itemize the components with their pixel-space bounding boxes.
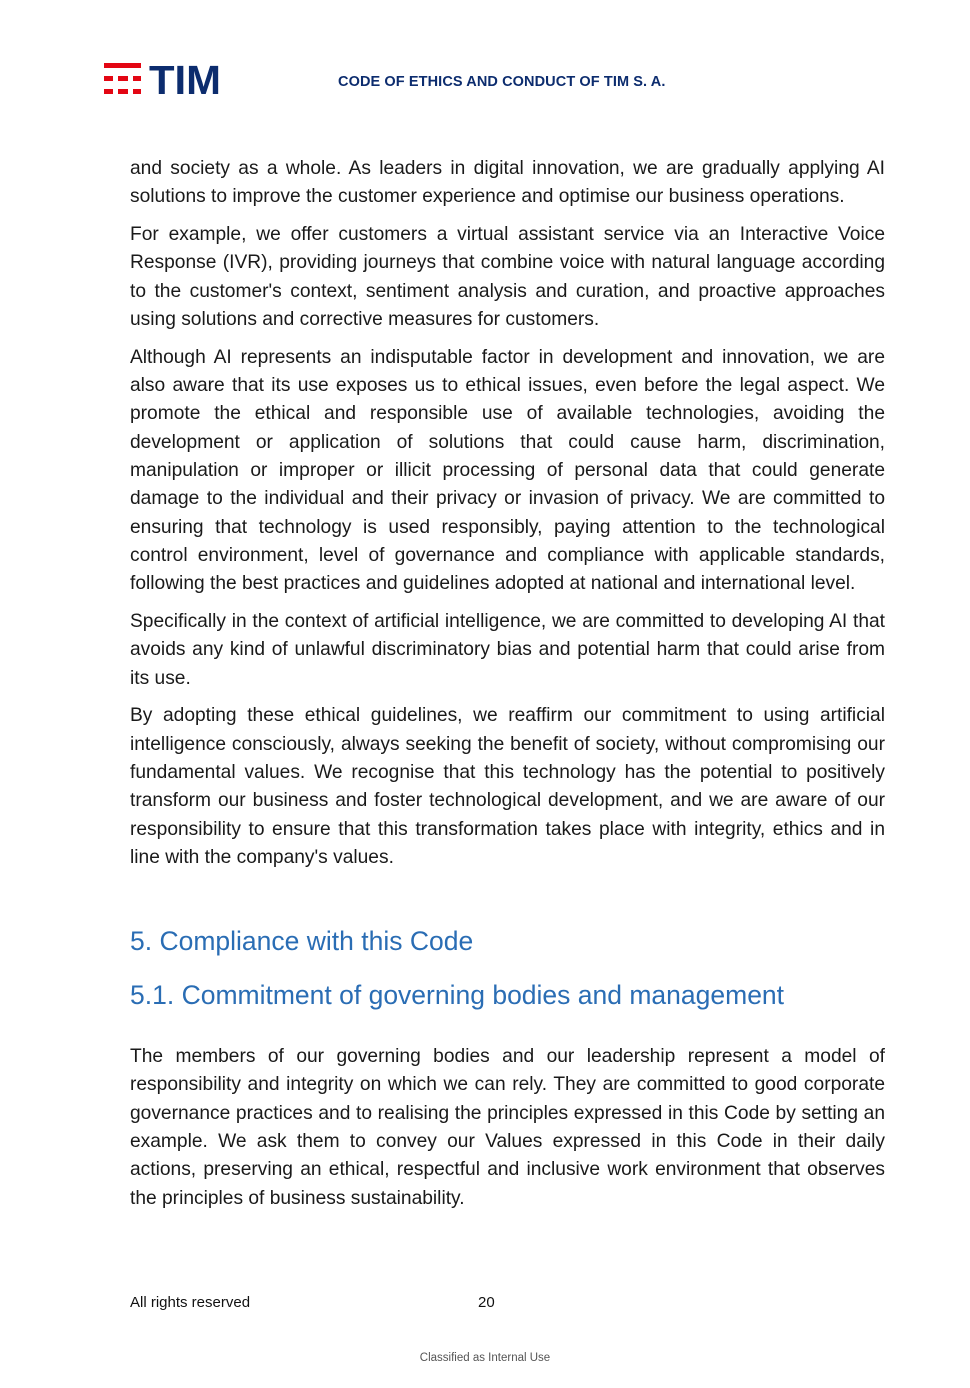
paragraph-ethical-issues: Although AI represents an indisputable factor in development and innovation, we are also aware that its use exposes us to ethical issues, even before the legal aspect. We promote the ethical and responsible use of available technologies, avoiding the development or application of solutions that could cause harm, discrimination, manipulation or improper or illicit processing of personal data that could generate damage to the individual and their privacy or invasion of privacy. We are committed to ensuring that technology is used responsibly, paying attention to the technological control environment, level of governance and compliance with applicable standards, following the best practices and guidelines adopted at national and international level. — [130, 346, 885, 595]
classification-label: Classified as Internal Use — [419, 1352, 551, 1364]
page-number: 20 — [478, 1294, 495, 1311]
document-title: CODE OF ETHICS AND CONDUCT OF TIM S. A. — [338, 74, 666, 90]
subsection-heading: 5.1. Commitment of governing bodies and management — [130, 980, 785, 1011]
paragraph-ivr-example: For example, we offer customers a virtual assistant service via an Interactive Voice Response (IVR), providing journeys that combine voice with natural language according to the customer's context, sentiment analysis and curation, and proactive approaches using solutions and corrective measures for customers. — [130, 224, 885, 330]
page-header — [0, 0, 970, 120]
tim-logo — [104, 62, 222, 96]
paragraph-ethical-guidelines: By adopting these ethical guidelines, we reaffirm our commitment to using artificial intelligence consciously, always seeking the benefit of society, without compromising our fundamental values. We recognise that this technology has the potential to positively transform our business and foster technological development, and we are aware of our responsibility to ensure that this transformation takes place with integrity, ethics and in line with the company's values. — [130, 705, 885, 868]
paragraph-ai-bias: Specifically in the context of artificial intelligence, we are committed to developing AI that avoids any kind of unlawful discriminatory bias and potential harm that could arise from its use. — [130, 610, 885, 689]
paragraph-ai-intro: and society as a whole. As leaders in digital innovation, we are gradually applying AI solutions to improve the customer experience and optimise our business operations. — [130, 158, 885, 208]
tim-logo-icon — [104, 62, 222, 96]
footer-rights: All rights reserved — [130, 1294, 251, 1311]
paragraph-governing-bodies: The members of our governing bodies and our leadership represent a model of responsibility and integrity on which we can rely. They are committed to good corporate governance practices and to realising the principles expressed in this Code by setting an example. We ask them to convey our Values expressed in this Code in their daily actions, preserving an ethical, respectful and inclusive work environment that observes the principles of business sustainability. — [130, 1046, 885, 1209]
page-content — [130, 155, 885, 1222]
section-heading: 5. Compliance with this Code — [130, 926, 474, 957]
logo-wordmark: TIM — [149, 62, 221, 96]
